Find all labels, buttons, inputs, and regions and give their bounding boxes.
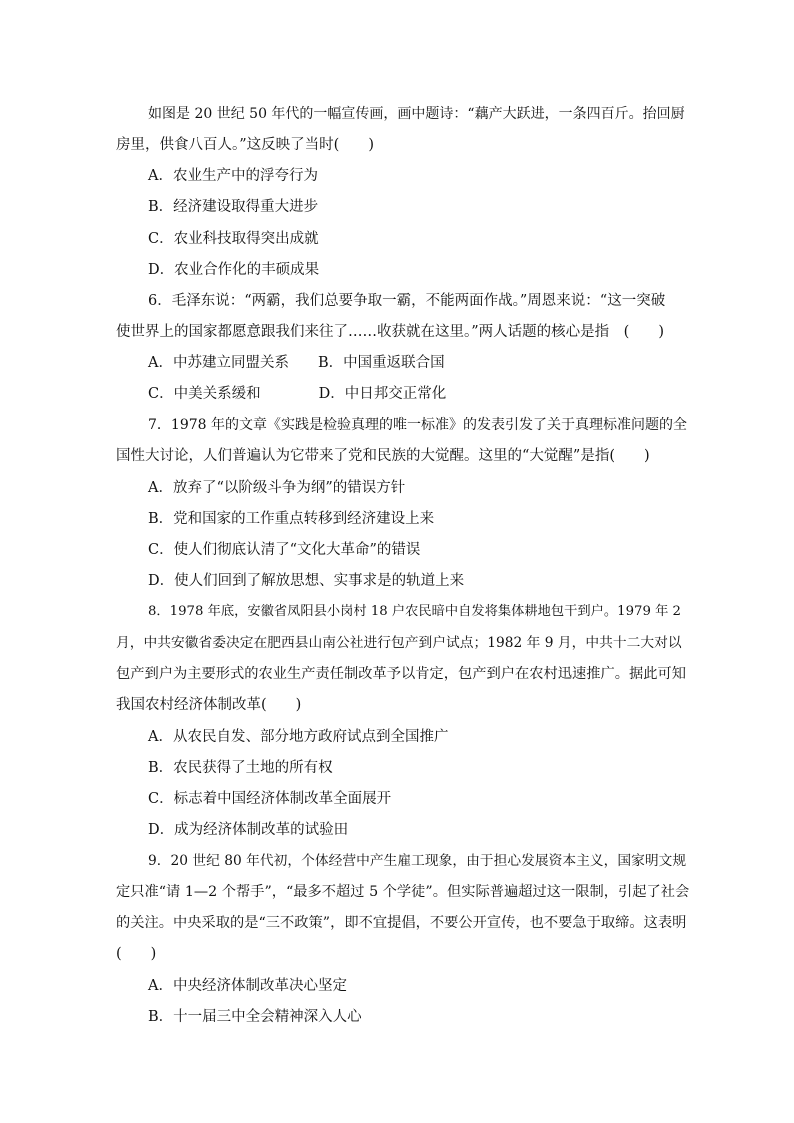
question-7-option-b: B．党和国家的工作重点转移到经济建设上来: [148, 511, 435, 527]
question-9-line-2: 定只准“请 1—2 个帮手”，“最多不超过 5 个学徒”。但实际普遍超过这一限制，引起了社会: [116, 884, 690, 900]
question-7-option-c: C．使人们彻底认清了“文化大革命”的错误: [148, 542, 421, 558]
question-7-option-a: A．放弃了“以阶级斗争为纲”的错误方针: [148, 480, 406, 496]
question-8-line-2: 月，中共安徽省委决定在肥西县山南公社进行包产到户试点；1982 年 9 月，中共十二大对以: [116, 635, 682, 651]
question-8-option-b: B．农民获得了土地的所有权: [148, 760, 333, 776]
question-7-line-1: 7．1978 年的文章《实践是检验真理的唯一标准》的发表引发了关于真理标准问题的全: [148, 417, 687, 433]
question-8-option-c: C．标志着中国经济体制改革全面展开: [148, 791, 392, 807]
question-9-line-3: 的关注。中央采取的是“三不政策”，即不宜提倡，不要公开宣传，也不要急于取缔。这表明: [116, 915, 687, 931]
question-9-option-b: B．十一届三中全会精神深入人心: [148, 1009, 362, 1025]
question-6-options-ab: A．中苏建立同盟关系 B．中国重返联合国: [148, 355, 445, 371]
question-8-line-3: 包产到户为主要形式的农业生产责任制改革予以肯定，包产到户在农村迅速推广。据此可知: [116, 666, 687, 682]
question-7-line-2: 国性大讨论，人们普遍认为它带来了党和民族的大觉醒。这里的“大觉醒”是指( ): [116, 448, 650, 464]
question-9-line-4: ( ): [116, 946, 157, 962]
question-9-option-a: A．中央经济体制改革决心坚定: [148, 978, 347, 994]
question-9-line-1: 9．20 世纪 80 年代初，个体经营中产生雇工现象，由于担心发展资本主义，国家明文规: [148, 853, 687, 869]
question-8-line-1: 8．1978 年底，安徽省凤阳县小岗村 18 户农民暗中自发将集体耕地包干到户。1979 年 2: [148, 604, 681, 619]
question-7-option-d: D．使人们回到了解放思想、实事求是的轨道上来: [148, 573, 465, 589]
question-5-option-d: D．农业合作化的丰硕成果: [148, 262, 320, 278]
question-5-option-b: B．经济建设取得重大进步: [148, 199, 319, 215]
question-5-option-c: C．农业科技取得突出成就: [148, 231, 319, 247]
question-8-option-d: D．成为经济体制改革的试验田: [148, 822, 349, 838]
question-6-options-cd: C．中美关系缓和 D．中日邦交正常化: [148, 386, 447, 402]
question-5-line-2: 房里，供食八百人。”这反映了当时( ): [116, 137, 374, 153]
question-6-line-2: 使世界上的国家都愿意跟我们来往了……收获就在这里。”两人话题的核心是指 ( ): [116, 324, 664, 340]
question-6-line-1: 6．毛泽东说：“两霸，我们总要争取一霸，不能两面作战。”周恩来说：“这一突破: [148, 293, 666, 309]
question-8-line-4: 我国农村经济体制改革( ): [116, 697, 302, 713]
question-8-option-a: A．从农民自发、部分地方政府试点到全国推广: [148, 729, 449, 745]
question-5-line-1: 如图是 20 世纪 50 年代的一幅宣传画，画中题诗：“藕产大跃进，一条四百斤。抬回厨: [148, 106, 685, 122]
question-5-option-a: A．农业生产中的浮夸行为: [148, 168, 318, 184]
